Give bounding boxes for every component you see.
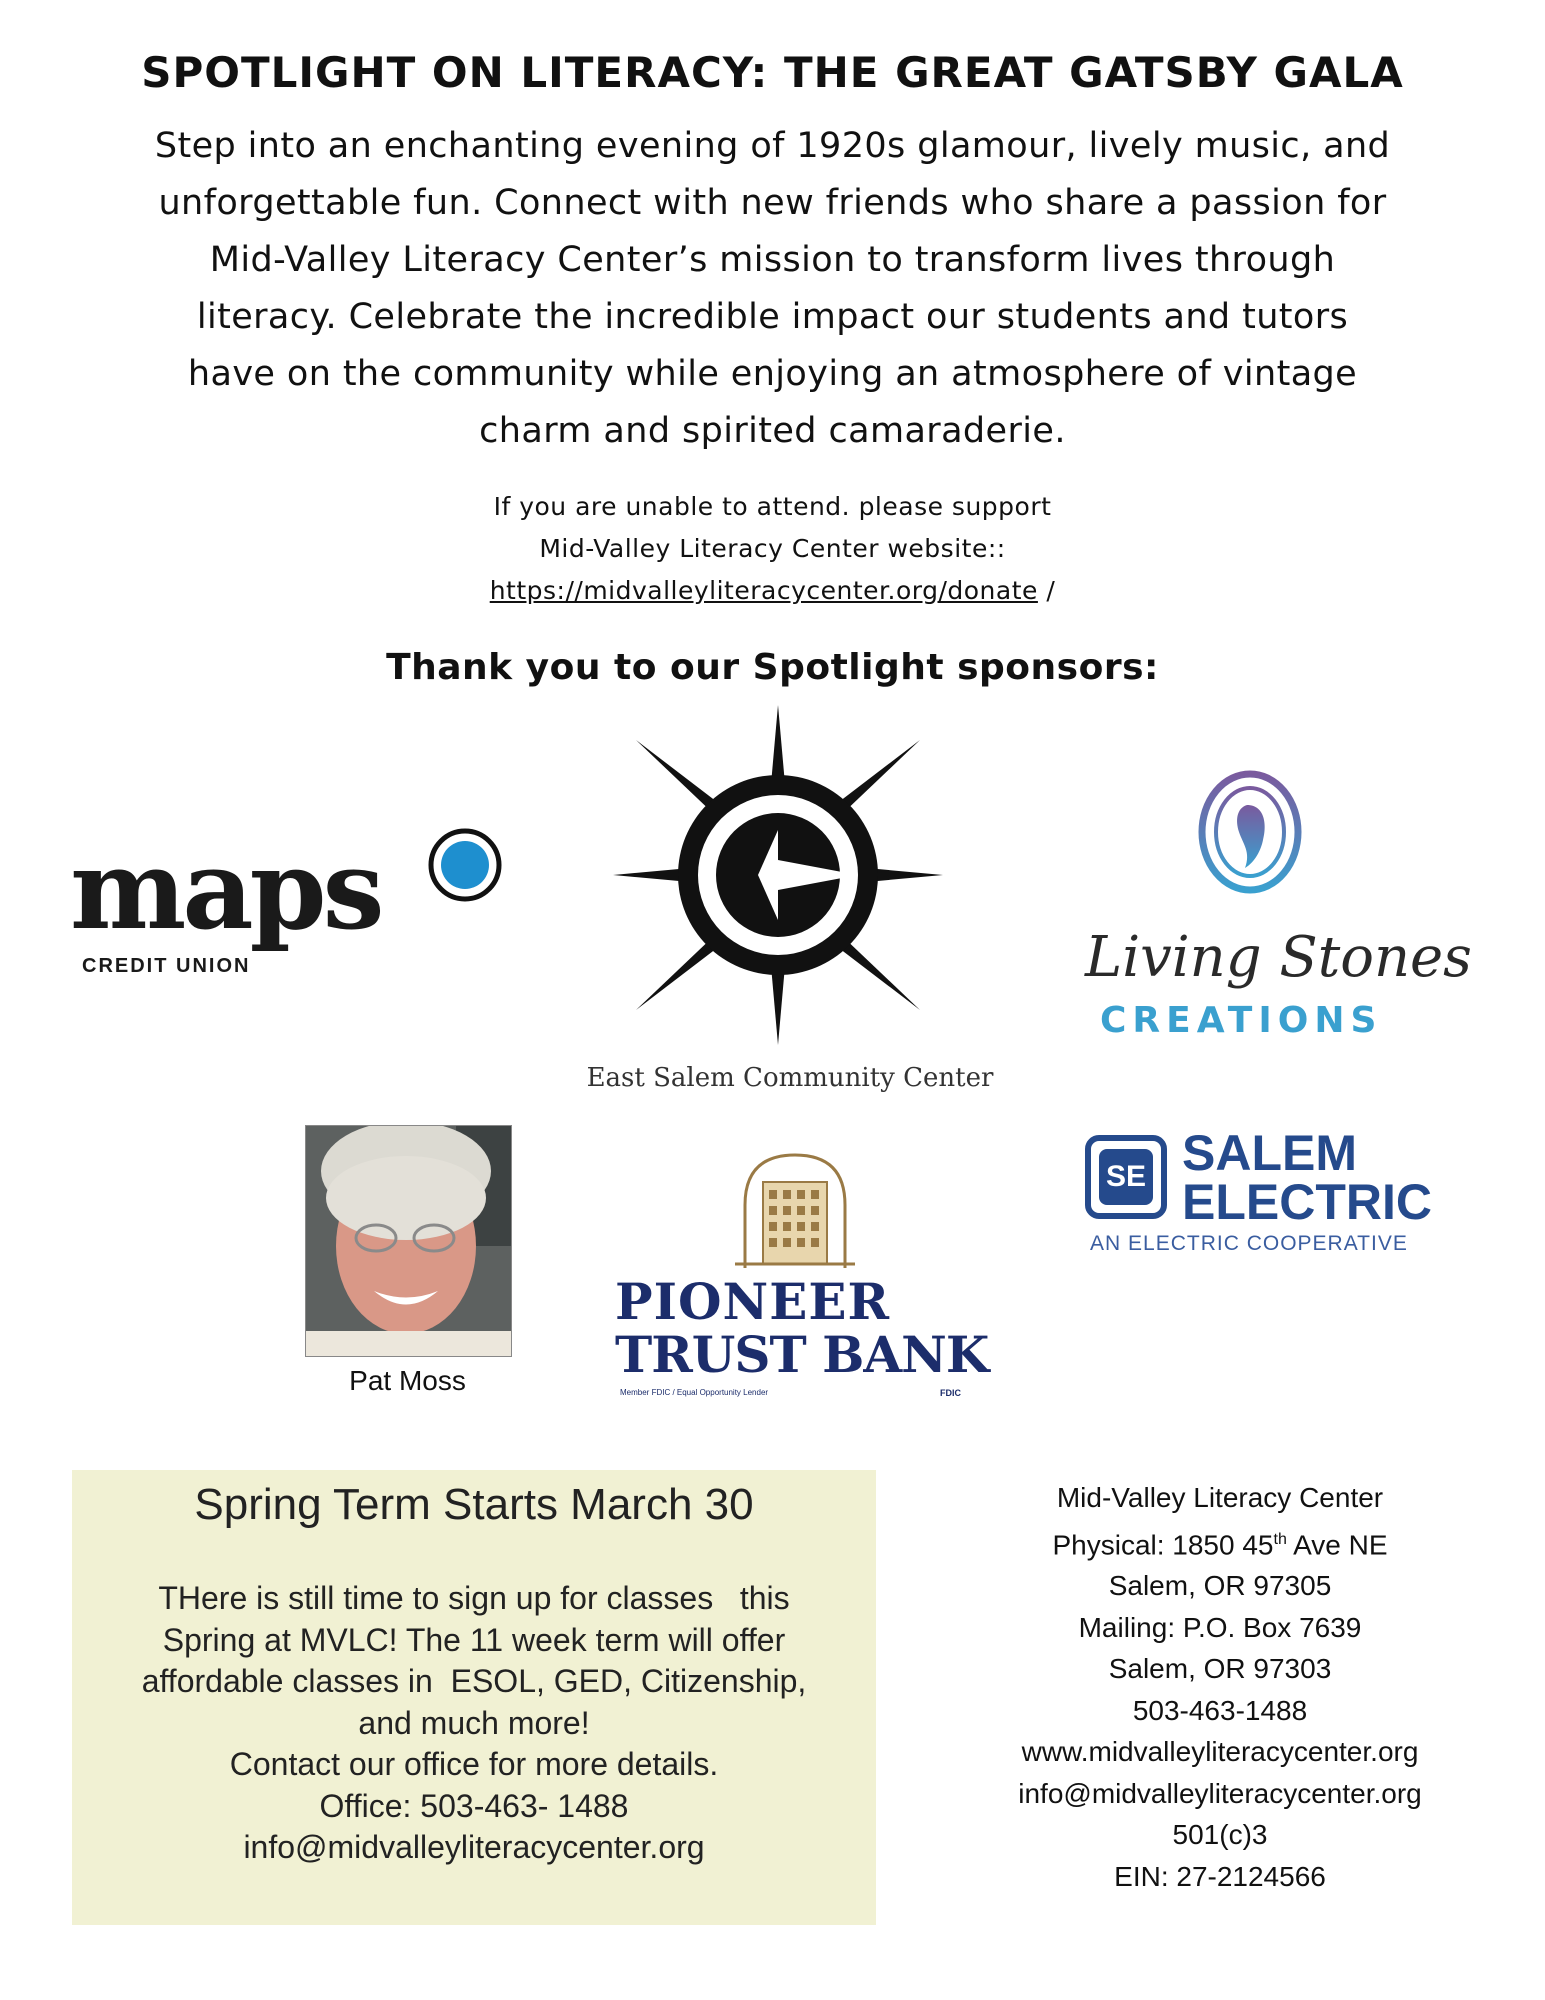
donation-line-1: If you are unable to attend. please support bbox=[493, 492, 1052, 521]
maps-logo-subtitle: CREDIT UNION bbox=[82, 955, 251, 977]
donate-link-suffix: / bbox=[1037, 576, 1056, 605]
contact-physical-suffix: Ave NE bbox=[1286, 1528, 1388, 1560]
east-salem-label: East Salem Community Center bbox=[586, 1063, 994, 1093]
page-title: SPOTLIGHT ON LITERACY: THE GREAT GATSBY GALA bbox=[141, 48, 1404, 97]
contact-ein: EIN: 27-2124566 bbox=[1114, 1860, 1326, 1892]
contact-phone: 503-463-1488 bbox=[1132, 1694, 1308, 1726]
pioneer-building-icon bbox=[735, 1150, 855, 1268]
living-stones-script: Living Stones bbox=[1085, 925, 1472, 990]
spring-term-body bbox=[92, 1578, 856, 1869]
contact-email: info@midvalleyliteracycenter.org bbox=[1018, 1777, 1422, 1809]
intro-paragraph: Step into an enchanting evening of 1920s glamour, lively music, and unforgettable fun. Connect with new friends who share a passion for Mid-Valley Literacy Center’s mission to transform lives through literacy. Celebrate the incredible impact our students and tutors have on the community while enjoying an atmosphere of vintage charm and spirited camaraderie. bbox=[154, 126, 1391, 451]
contact-city-2: Salem, OR 97303 bbox=[1108, 1653, 1332, 1685]
maps-logo-word: maps bbox=[70, 825, 381, 954]
salem-electric-line-1: SALEM bbox=[1182, 1125, 1357, 1181]
spring-term-title: Spring Term Starts March 30 bbox=[194, 1480, 754, 1529]
compass-logo-icon bbox=[608, 700, 948, 1050]
living-stones-emblem-icon bbox=[1195, 770, 1305, 895]
pioneer-fine-print: Member FDIC / Equal Opportunity Lender bbox=[620, 1388, 769, 1397]
portrait-image bbox=[306, 1126, 511, 1356]
spring-line: THere is still time to sign up for classes this bbox=[158, 1580, 790, 1616]
donate-link[interactable]: https://midvalleyliteracycenter.org/donate bbox=[489, 576, 1038, 605]
spring-line: info@midvalleyliteracycenter.org bbox=[243, 1829, 705, 1865]
spring-line: and much more! bbox=[358, 1704, 590, 1741]
contact-physical-sup: th bbox=[1273, 1530, 1287, 1548]
salem-electric-subtitle: AN ELECTRIC COOPERATIVE bbox=[1090, 1232, 1408, 1255]
spring-line: Office: 503-463- 1488 bbox=[319, 1787, 629, 1824]
pioneer-fdic: FDIC bbox=[940, 1388, 961, 1398]
salem-electric-badge-text: SE bbox=[1099, 1149, 1153, 1205]
donation-line-2: Mid-Valley Literacy Center website:: bbox=[539, 534, 1006, 563]
living-stones-creations: CREATIONS bbox=[1100, 1000, 1383, 1041]
sponsors-heading: Thank you to our Spotlight sponsors: bbox=[386, 647, 1159, 688]
contact-physical-prefix: Physical: 1850 45 bbox=[1052, 1528, 1274, 1560]
donation-note bbox=[0, 486, 1545, 612]
pat-moss-photo bbox=[305, 1125, 512, 1357]
donation-link-row bbox=[0, 570, 1545, 612]
spring-line: affordable classes in ESOL, GED, Citizenship, bbox=[141, 1663, 807, 1699]
contact-city-1: Salem, OR 97305 bbox=[1108, 1570, 1332, 1602]
maps-logo-dot-icon bbox=[425, 825, 505, 905]
contact-info bbox=[940, 1477, 1500, 1897]
pat-moss-caption: Pat Moss bbox=[349, 1365, 466, 1396]
pioneer-line-2: TRUST BANK bbox=[615, 1325, 989, 1384]
contact-status: 501(c)3 bbox=[1172, 1819, 1268, 1851]
contact-org: Mid-Valley Literacy Center bbox=[1056, 1482, 1384, 1513]
pioneer-line-1: PIONEER bbox=[615, 1272, 891, 1331]
contact-website: www.midvalleyliteracycenter.org bbox=[1021, 1736, 1419, 1768]
salem-electric-line-2: ELECTRIC bbox=[1182, 1174, 1432, 1230]
spring-line: Spring at MVLC! The 11 week term will offer bbox=[162, 1621, 786, 1658]
salem-electric-badge bbox=[1085, 1135, 1167, 1219]
contact-mailing: Mailing: P.O. Box 7639 bbox=[1078, 1611, 1362, 1643]
contact-physical bbox=[940, 1519, 1500, 1566]
spring-line: Contact our office for more details. bbox=[229, 1746, 719, 1782]
